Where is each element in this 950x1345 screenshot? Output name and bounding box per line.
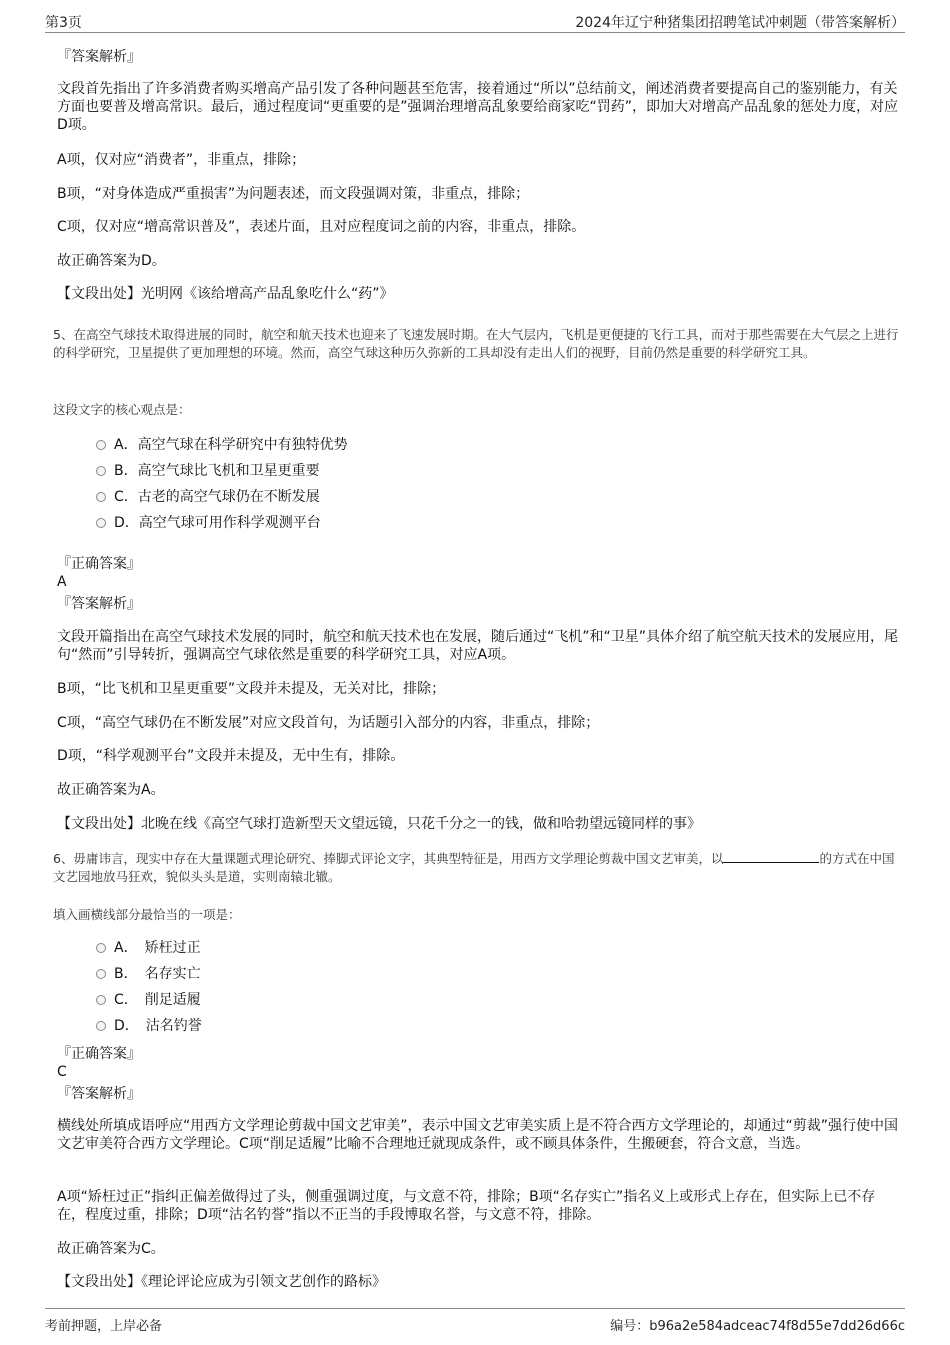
option-a[interactable]: A． 矫枉过正 — [96, 939, 201, 957]
page-footer — [45, 1308, 905, 1335]
option-c[interactable]: C．古老的高空气球仍在不断发展 — [96, 488, 320, 506]
analysis-paragraph: C项，仅对应“增高常识普及”，表述片面，且对应程度词之前的内容，非重点，排除。 — [57, 219, 586, 235]
analysis-paragraph: 文段首先指出了许多消费者购买增高产品引发了各种问题甚至危害，接着通过“所以”总结前文，阐述消费者要提高自己的鉴别能力，有关方面也要普及增高常识。最后，通过程度词“更重要的是”强调治理增高乱象要给商家吃“罚药”，即加大对增高产品乱象的惩处力度，对应D项。 — [57, 81, 899, 133]
analysis-label: 『答案解析』 — [57, 596, 141, 612]
option-c[interactable]: C． 削足适履 — [96, 991, 201, 1009]
correct-answer: A — [57, 574, 67, 590]
document-title: 2024年辽宁种猪集团招聘笔试冲刺题（带答案解析） — [575, 15, 905, 31]
source-citation: 【文段出处】《理论评论应成为引领文艺创作的路标》 — [57, 1274, 386, 1290]
option-a[interactable]: A．高空气球在科学研究中有独特优势 — [96, 436, 348, 454]
conclusion: 故正确答案为D。 — [57, 253, 166, 269]
option-b[interactable]: B． 名存实亡 — [96, 965, 201, 983]
conclusion: 故正确答案为C。 — [57, 1241, 165, 1257]
correct-answer-label: 『正确答案』 — [57, 556, 141, 572]
analysis-paragraph: B项，“比飞机和卫星更重要”文段并未提及，无关对比，排除； — [57, 681, 446, 697]
source-citation: 【文段出处】光明网《该给增高产品乱象吃什么“药”》 — [57, 286, 394, 302]
radio-icon[interactable] — [96, 466, 106, 476]
radio-icon[interactable] — [96, 995, 106, 1005]
question-prompt: 这段文字的核心观点是： — [53, 402, 191, 417]
radio-icon[interactable] — [96, 440, 106, 450]
radio-icon[interactable] — [96, 1021, 106, 1031]
option-d[interactable]: D． 沽名钓誉 — [96, 1017, 202, 1035]
option-b[interactable]: B．高空气球比飞机和卫星更重要 — [96, 462, 320, 480]
document-id: 编号：b96a2e584adceac74f8d55e7dd26d66c — [610, 1319, 905, 1334]
question-prompt: 填入画横线部分最恰当的一项是： — [53, 907, 241, 922]
question-text: 5、在高空气球技术取得进展的同时，航空和航天技术也迎来了飞速发展时期。在大气层内，飞机是更便捷的飞行工具，而对于那些需要在大气层之上进行的科学研究，卫星提供了更加理想的环境。然而，高空气球这种历久弥新的工具却没有走出人们的视野，目前仍然是重要的科学研究工具。 — [53, 327, 899, 360]
correct-answer: C — [57, 1064, 67, 1080]
radio-icon[interactable] — [96, 943, 106, 953]
radio-icon[interactable] — [96, 969, 106, 979]
fill-blank — [723, 851, 819, 863]
analysis-paragraph: 横线处所填成语呼应“用西方文学理论剪裁中国文艺审美”，表示中国文艺审美实质上是不符合西方文学理论的，却通过“剪裁”强行使中国文艺审美符合西方文学理论。C项“削足适履”比喻不合理地迁就现成条件，或不顾具体条件，生搬硬套，符合文意，当选。 — [57, 1118, 899, 1152]
analysis-paragraph: A项，仅对应“消费者”，非重点，排除； — [57, 152, 306, 168]
option-d[interactable]: D．高空气球可用作科学观测平台 — [96, 514, 321, 532]
page-number: 第3页 — [45, 15, 82, 31]
analysis-paragraph: 文段开篇指出在高空气球技术发展的同时，航空和航天技术也在发展，随后通过“飞机”和“卫星”具体介绍了航空航天技术的发展应用，尾句“然而”引导转折，强调高空气球依然是重要的科学研究工具，对应A项。 — [57, 629, 899, 663]
analysis-paragraph: A项“矫枉过正”指纠正偏差做得过了头，侧重强调过度，与文意不符，排除；B项“名存实亡”指名义上或形式上存在，但实际上已不存在，程度过重，排除；D项“沽名钓誉”指以不正当的手段博取名誉，与文意不符，排除。 — [57, 1189, 876, 1223]
page-header — [45, 10, 905, 33]
analysis-label: 『答案解析』 — [57, 1086, 141, 1102]
analysis-paragraph: B项，“对身体造成严重损害”为问题表述，而文段强调对策，非重点，排除； — [57, 186, 530, 202]
source-citation: 【文段出处】北晚在线《高空气球打造新型天文望远镜，只花千分之一的钱，做和哈勃望远镜同样的事》 — [57, 816, 701, 832]
radio-icon[interactable] — [96, 492, 106, 502]
conclusion: 故正确答案为A。 — [57, 782, 165, 798]
analysis-paragraph: C项，“高空气球仍在不断发展”对应文段首句，为话题引入部分的内容，非重点，排除； — [57, 715, 600, 731]
analysis-paragraph: D项，“科学观测平台”文段并未提及，无中生有，排除。 — [57, 748, 405, 764]
correct-answer-label: 『正确答案』 — [57, 1046, 141, 1062]
question-text: 6、毋庸讳言，现实中存在大量课题式理论研究、捧脚式评论文字，其典型特征是，用西方文学理论剪裁中国文艺审美，以 的方式在中国文艺园地放马狂欢，貌似头头是道，实则南辕北辙。 — [53, 851, 895, 884]
analysis-label: 『答案解析』 — [57, 49, 141, 65]
radio-icon[interactable] — [96, 518, 106, 528]
footer-slogan: 考前押题，上岸必备 — [45, 1319, 163, 1334]
